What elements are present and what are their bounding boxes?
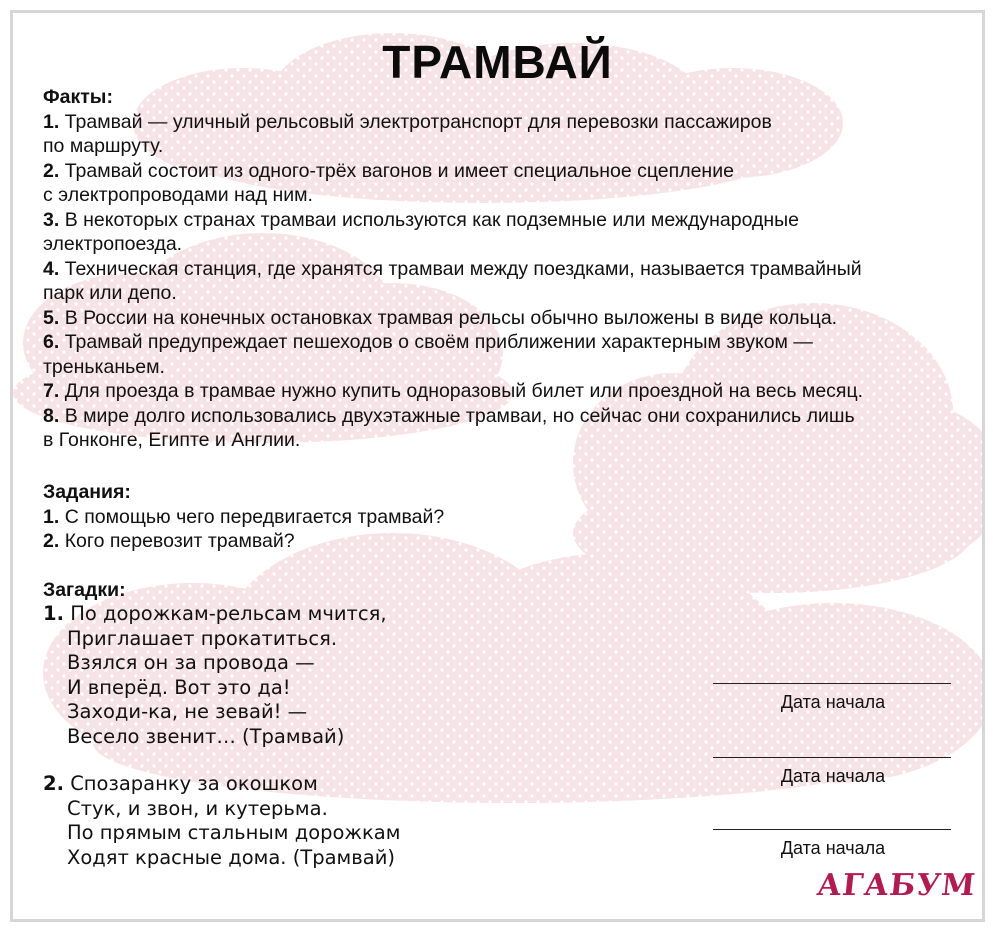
fact-text: в Гонконге, Египте и Англии. bbox=[43, 429, 301, 451]
fact-number: 4. bbox=[43, 257, 60, 280]
date-line bbox=[713, 829, 951, 830]
date-line bbox=[713, 683, 951, 684]
fact-text: Трамвай — уличный рельсовый электротранспорт для перевозки пассажиров bbox=[64, 110, 772, 133]
fact-text: Трамвай предупреждает пешеходов о своём приближении характерным звуком — bbox=[64, 331, 813, 353]
task-number: 2. bbox=[43, 530, 60, 552]
fact-text: электропоезда. bbox=[43, 233, 183, 255]
riddle-line: И вперёд. Вот это да! bbox=[67, 675, 291, 699]
fact-number: 7. bbox=[43, 380, 60, 402]
riddle-line: Весело звенит… (Трамвай) bbox=[67, 724, 345, 748]
fact-number: 6. bbox=[43, 331, 60, 353]
riddle-line: Взялся он за провода — bbox=[67, 651, 315, 674]
tasks-section bbox=[43, 480, 444, 554]
fact-text: В некоторых странах трамваи используются как подземные или международные bbox=[64, 208, 800, 231]
riddle-1 bbox=[43, 602, 387, 749]
riddle-line: По прямым стальным дорожкам bbox=[67, 821, 401, 844]
riddle-line: Заходи-ка, не зевай! — bbox=[67, 700, 308, 723]
fact-number: 5. bbox=[43, 306, 60, 329]
fact-text: Техническая станция, где хранятся трамваи между поездками, называется трамвайный bbox=[64, 257, 862, 280]
fact-number: 3. bbox=[43, 208, 60, 231]
date-label: Дата начала bbox=[780, 766, 886, 786]
fact-number: 8. bbox=[43, 404, 60, 427]
page-content bbox=[13, 13, 982, 919]
date-line bbox=[713, 757, 951, 758]
riddle-line: Стук, и звон, и кутерьма. bbox=[67, 796, 328, 820]
page-title: ТРАМВАЙ bbox=[382, 36, 613, 88]
date-label: Дата начала bbox=[780, 838, 886, 858]
fact-text: с электропроводами над ним. bbox=[43, 184, 313, 206]
facts-heading: Факты: bbox=[43, 86, 113, 108]
fact-text: Трамвай состоит из одного-трёх вагонов и имеет специальное сцепление bbox=[64, 159, 734, 182]
start-date-field[interactable] bbox=[713, 829, 953, 859]
fact-text: В мире долго использовались двухэтажные трамваи, но сейчас они сохранились лишь bbox=[64, 404, 855, 427]
fact-number: 2. bbox=[43, 159, 60, 182]
riddle-line: Приглашает прокатиться. bbox=[67, 626, 338, 650]
fact-text: треньканьем. bbox=[43, 355, 165, 378]
fact-text: Для проезда в трамвае нужно купить одноразовый билет или проездной на весь месяц. bbox=[64, 380, 864, 402]
riddle-line: Ходят красные дома. (Трамвай) bbox=[67, 845, 395, 869]
facts-section bbox=[43, 85, 863, 453]
page-frame bbox=[10, 10, 985, 922]
riddle-2 bbox=[43, 772, 400, 870]
fact-text: В России на конечных остановках трамвая рельсы обычно выложены в виде кольца. bbox=[64, 306, 838, 329]
riddles-heading: Загадки: bbox=[43, 579, 126, 601]
start-date-field[interactable] bbox=[713, 683, 953, 713]
riddles-heading-block bbox=[43, 578, 126, 603]
start-date-field[interactable] bbox=[713, 757, 953, 787]
fact-text: по маршруту. bbox=[43, 135, 164, 157]
agabum-logo: АГАБУМ bbox=[815, 868, 978, 903]
riddle-number: 2. bbox=[43, 772, 64, 795]
tasks-heading: Задания: bbox=[43, 481, 131, 503]
riddle-line: Спозаранку за окошком bbox=[70, 772, 318, 795]
task-number: 1. bbox=[43, 505, 60, 528]
riddle-line: По дорожкам-рельсам мчится, bbox=[70, 602, 387, 625]
task-text: Кого перевозит трамвай? bbox=[64, 530, 295, 552]
fact-number: 1. bbox=[43, 110, 60, 133]
fact-text: парк или депо. bbox=[43, 282, 177, 304]
task-text: С помощью чего передвигается трамвай? bbox=[64, 505, 445, 528]
date-label: Дата начала bbox=[780, 692, 886, 712]
riddle-number: 1. bbox=[43, 602, 64, 625]
